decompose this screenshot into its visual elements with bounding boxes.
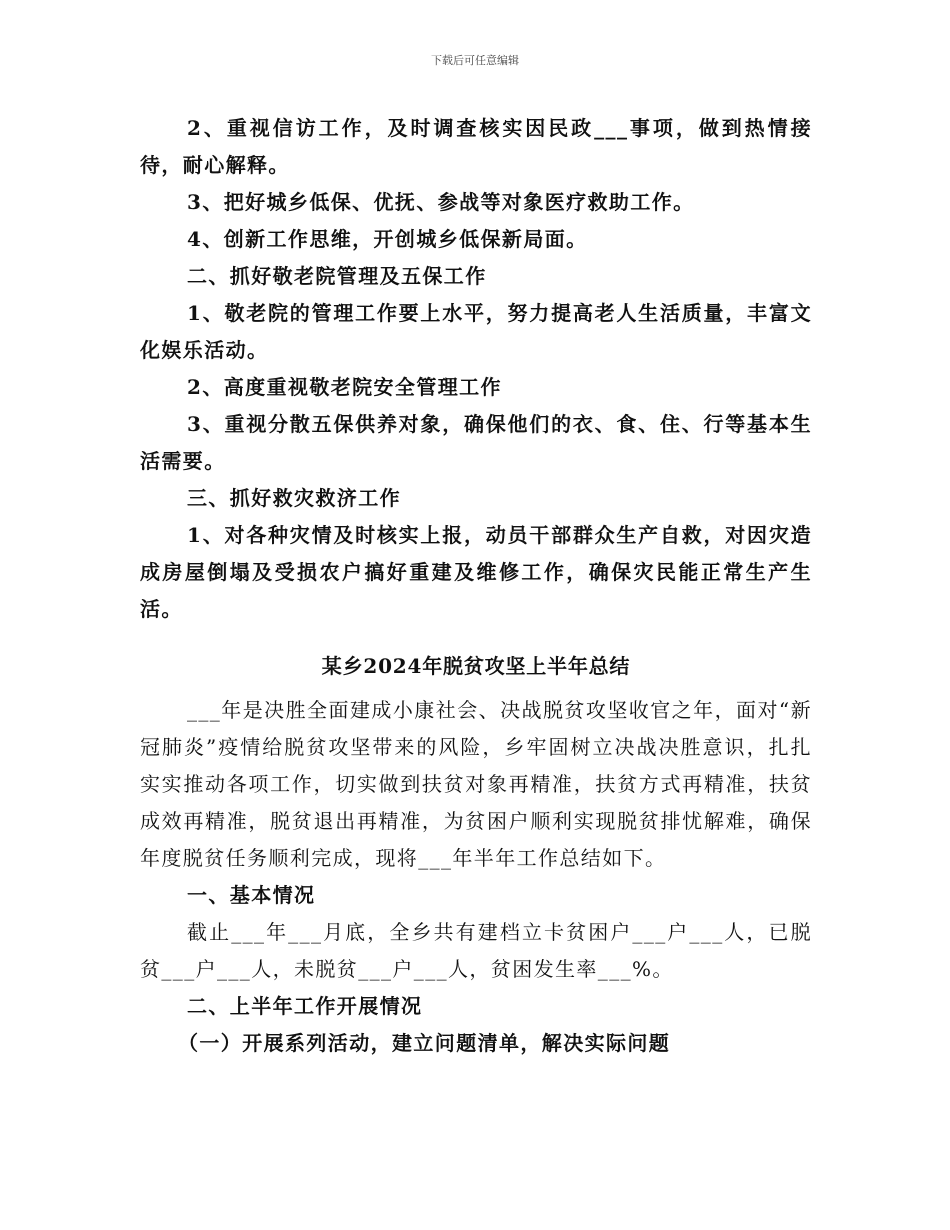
nursing-item-1: 1、敬老院的管理工作要上水平，努力提高老人生活质量，丰富文化娱乐活动。 xyxy=(140,301,812,362)
basic-situation-text: 截止___年___月底，全乡共有建档立卡贫困户___户___人，已脱贫___户___人，未脱贫___户___人，贫困发生率___%。 xyxy=(140,920,812,981)
nursing-item-3: 3、重视分散五保供养对象，确保他们的衣、食、住、行等基本生活需要。 xyxy=(140,412,812,473)
page-header-note: 下载后可任意编辑 xyxy=(431,54,519,67)
report-intro: ___年是决胜全面建成小康社会、决战脱贫攻坚收官之年，面对“新冠肺炎”疫情给脱贫攻坚带来的风险，乡牢固树立决战决胜意识，扎扎实实推动各项工作，切实做到扶贫对象再精准，扶贫方式再精准，扶贫成效再精准，脱贫退出再精准，为贫困户顺利实现脱贫排忧解难，确保年度脱贫任务顺利完成，现将___年半年工作总结如下。 xyxy=(140,698,812,870)
item-4-innovation: 4、创新工作思维，开创城乡低保新局面。 xyxy=(187,227,588,251)
nursing-item-2: 2、高度重视敬老院安全管理工作 xyxy=(187,375,502,399)
heading-work-progress: 二、上半年工作开展情况 xyxy=(187,994,423,1018)
item-3-medical-aid: 3、把好城乡低保、优抚、参战等对象医疗救助工作。 xyxy=(187,190,695,214)
subheading-activities: （一）开展系列活动，建立问题清单，解决实际问题 xyxy=(178,1031,671,1055)
relief-item-1: 1、对各种灾情及时核实上报，动员干部群众生产自救，对因灾造成房屋倒塌及受损农户搞好重建及维修工作，确保灾民能正常生产生活。 xyxy=(140,523,812,621)
item-2-petition-work: 2、重视信访工作，及时调查核实因民政___事项，做到热情接待，耐心解释。 xyxy=(140,116,812,177)
document-body xyxy=(140,110,812,1062)
report-title: 某乡2024年脱贫攻坚上半年总结 xyxy=(321,654,631,678)
heading-disaster-relief: 三、抓好救灾救济工作 xyxy=(187,486,401,510)
heading-basic-situation: 一、基本情况 xyxy=(187,883,316,907)
heading-nursing-home: 二、抓好敬老院管理及五保工作 xyxy=(187,264,487,288)
